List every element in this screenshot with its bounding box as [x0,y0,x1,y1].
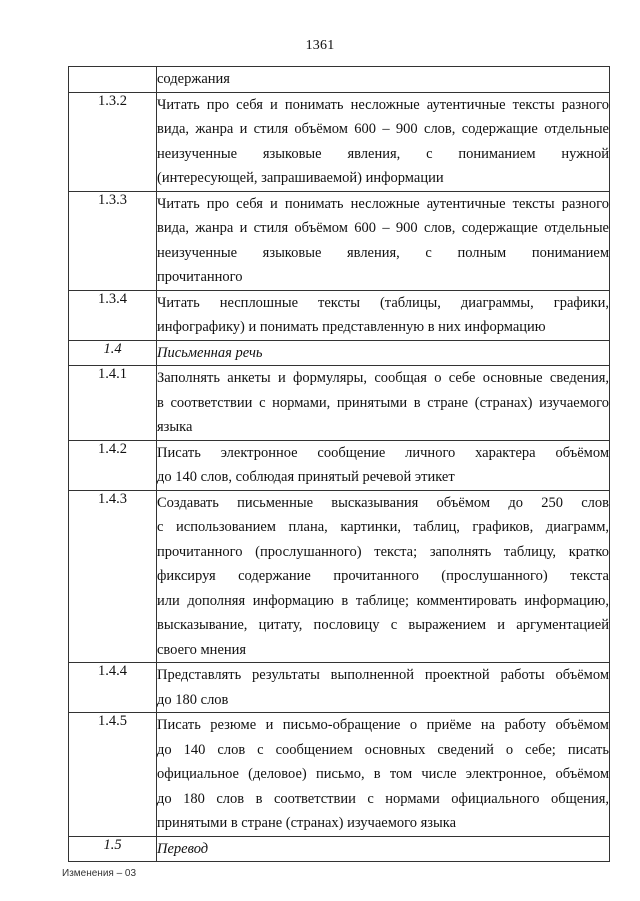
description-line: высказывание, цитату, пословицу с выражением и аргументацией [157,617,609,633]
item-description-cell [157,836,610,862]
description-line: Читать несплошные тексты (таблицы, диаграммы, графики, [157,294,609,311]
page-number: 1361 [305,38,335,53]
description-line: с использованием плана, картинки, таблиц, графиков, диаграмм, [157,519,609,535]
description-line: в соответствии с нормами, принятыми в стране (странах) изучаемого [157,394,609,411]
item-number-cell [69,67,157,93]
description-line: неизученные языковые явления, с пониманием нужной [157,145,609,162]
description-line: Читать про себя и понимать несложные аутентичные тексты разного [157,195,609,212]
requirements-table-body [69,67,610,862]
description-line: принятыми в стране (странах) изучаемого языка [157,815,457,831]
item-number-cell: 1.3.2 [69,92,157,191]
item-description-cell [157,92,610,191]
description-line: Перевод [157,840,209,857]
description-line: официальное (деловое) письмо, в том числе электронное, объёмом [157,766,609,782]
description-line: прочитанного [157,269,243,285]
description-line: своего мнения [157,641,247,658]
table-row [69,340,610,366]
table-row [69,713,610,837]
description-line: вида, жанра и стиля объёмом 600 – 900 слов, содержащие отдельные [157,220,609,236]
item-description-cell [157,490,610,663]
description-line: фиксируя содержание прочитанного (прослушанного) текста [157,568,609,584]
item-description-cell [157,290,610,340]
table-row [69,290,610,340]
item-description-cell [157,191,610,290]
item-description-cell [157,440,610,490]
table-row [69,191,610,290]
item-description-cell [157,713,610,837]
description-line: Создавать письменные высказывания объёмом до 250 слов [157,494,609,511]
description-line: до 140 слов, соблюдая принятый речевой этикет [157,469,455,485]
table-row [69,366,610,441]
item-number-cell: 1.4.3 [69,490,157,663]
description-line: Представлять результаты выполненной проектной работы объёмом [157,667,609,683]
description-line: Писать электронное сообщение личного характера объёмом [157,444,609,461]
description-line: содержания [157,71,230,87]
requirements-table [68,66,610,862]
item-number-cell: 1.5 [69,836,157,862]
table-row [69,663,610,713]
table-row [69,836,610,862]
description-line: неизученные языковые явления, с полным пониманием [157,244,609,261]
table-row [69,92,610,191]
description-line: до 140 слов с сообщением основных сведений о себе; писать [157,741,609,758]
description-line: Заполнять анкеты и формуляры, сообщая о себе основные сведения, [157,370,609,386]
description-line: Письменная речь [157,344,263,361]
item-number-cell: 1.4.4 [69,663,157,713]
description-line: до 180 слов [157,691,229,708]
revision-footer: Изменения – 03 [62,868,137,879]
table-row [69,67,610,93]
item-description-cell [157,67,610,93]
description-line: или дополняя информацию в таблице; комментировать информацию, [157,592,609,609]
item-number-cell: 1.3.3 [69,191,157,290]
description-line: языка [157,419,193,435]
item-number-cell: 1.4.5 [69,713,157,837]
table-row [69,490,610,663]
description-line: Читать про себя и понимать несложные аутентичные тексты разного [157,96,609,113]
item-number-cell: 1.3.4 [69,290,157,340]
item-description-cell [157,340,610,366]
description-line: Писать резюме и письмо-обращение о приёме на работу объёмом [157,717,609,733]
description-line: инфографику) и понимать представленную в них информацию [157,319,546,335]
item-number-cell: 1.4.1 [69,366,157,441]
description-line: (интересующей, запрашиваемой) информации [157,170,444,186]
item-number-cell: 1.4 [69,340,157,366]
item-description-cell [157,366,610,441]
table-row [69,440,610,490]
description-line: вида, жанра и стиля объёмом 600 – 900 слов, содержащие отдельные [157,121,609,137]
description-line: до 180 слов в соответствии с нормами официального общения, [157,790,609,807]
item-number-cell: 1.4.2 [69,440,157,490]
item-description-cell [157,663,610,713]
description-line: прочитанного (прослушанного) текста; заполнять таблицу, кратко [157,543,609,560]
